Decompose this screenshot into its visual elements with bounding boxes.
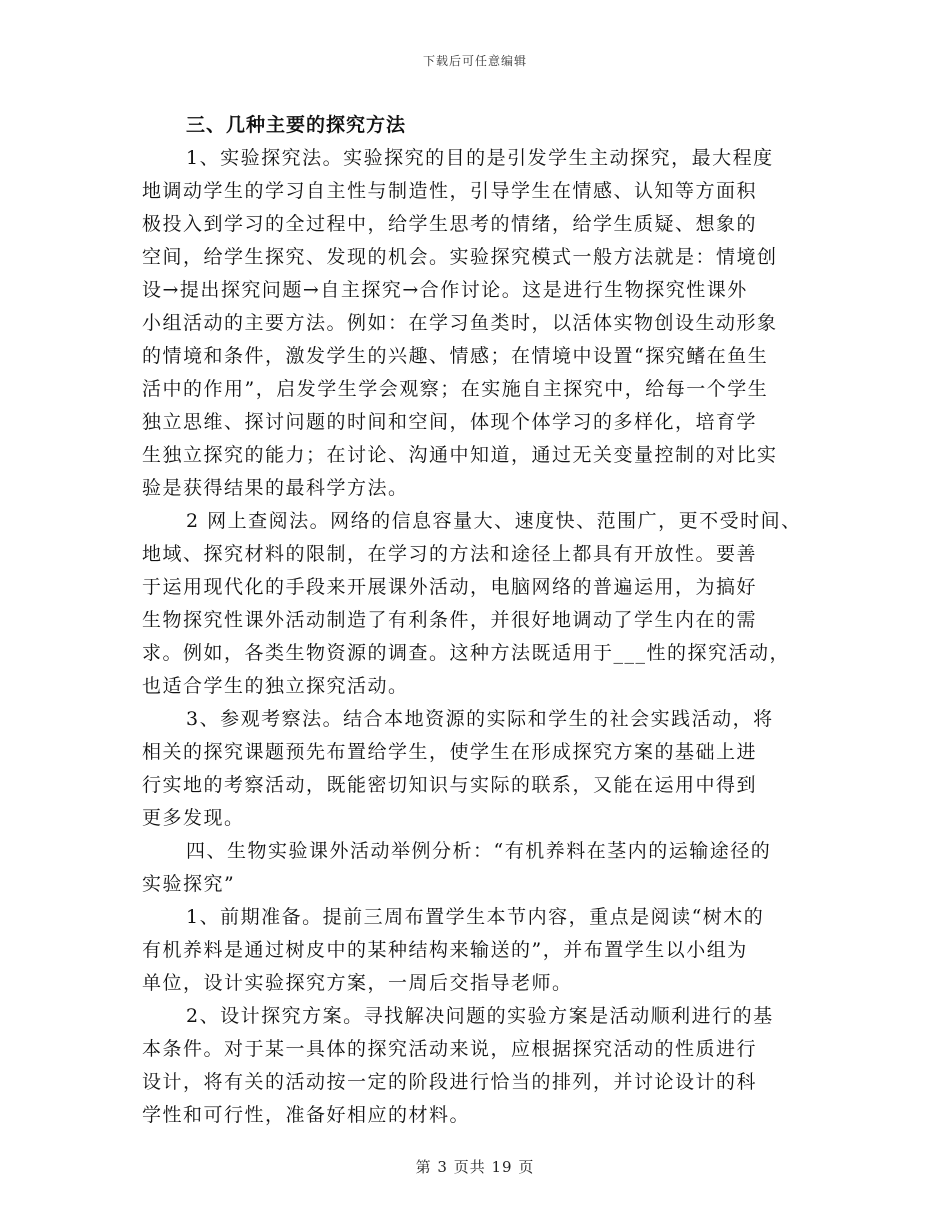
paragraph-line: 也适合学生的独立探究活动。 — [142, 675, 409, 697]
paragraph-line: 活中的作用”，启发学生学会观察；在实施自主探究中，给每一个学生 — [142, 378, 769, 400]
paragraph-line: 生独立探究的能力；在讨论、沟通中知道，通过无关变量控制的对比实 — [142, 444, 778, 466]
document-body — [142, 108, 832, 1132]
section-heading-line: 实验探究” — [142, 873, 236, 895]
page-number: 第 3 页共 19 页 — [415, 1158, 535, 1176]
page-header: 下载后可任意编辑 — [422, 54, 527, 68]
paragraph-line: 的情境和条件，激发学生的兴趣、情感；在情境中设置“探究鳍在鱼生 — [142, 345, 769, 367]
paragraph-line: 空间，给学生探究、发现的机会。实验探究模式一般方法就是：情境创 — [142, 246, 778, 268]
paragraph-line: 行实地的考察活动，既能密切知识与实际的联系，又能在运用中得到 — [142, 774, 758, 796]
paragraph-line: 地域、探究材料的限制，在学习的方法和途径上都具有开放性。要善 — [142, 543, 758, 565]
paragraph-line: 生物探究性课外活动制造了有利条件，并很好地调动了学生内在的需 — [142, 609, 758, 631]
paragraph-line: 1、前期准备。提前三周布置学生本节内容，重点是阅读“树木的 — [186, 906, 765, 928]
paragraph-line: 1、实验探究法。实验探究的目的是引发学生主动探究，最大程度 — [186, 147, 774, 169]
paragraph-line: 设计，将有关的活动按一定的阶段进行恰当的排列，并讨论设计的科 — [142, 1071, 758, 1093]
paragraph-line: 2、设计探究方案。寻找解决问题的实验方案是活动顺利进行的基 — [186, 1005, 774, 1027]
paragraph-line: 单位，设计实验探究方案，一周后交指导老师。 — [142, 972, 573, 994]
paragraph-line: 极投入到学习的全过程中，给学生思考的情绪，给学生质疑、想象的 — [142, 213, 758, 235]
paragraph-line: 本条件。对于某一具体的探究活动来说，应根据探究活动的性质进行 — [142, 1038, 758, 1060]
paragraph-line: 求。例如，各类生物资源的调查。这种方法既适用于___性的探究活动， — [142, 642, 791, 664]
paragraph-line: 3、参观考察法。结合本地资源的实际和学生的社会实践活动，将 — [186, 708, 774, 730]
paragraph-line: 2 网上查阅法。网络的信息容量大、速度快、范围广，更不受时间、 — [186, 510, 802, 532]
paragraph-line: 小组活动的主要方法。例如：在学习鱼类时，以活体实物创设生动形象 — [142, 312, 778, 334]
paragraph-line: 独立思维、探讨问题的时间和空间，体现个体学习的多样化，培育学 — [142, 411, 758, 433]
paragraph-line: 有机养料是通过树皮中的某种结构来输送的”，并布置学生以小组为 — [142, 939, 748, 961]
paragraph-line: 设→提出探究问题→自主探究→合作讨论。这是进行生物探究性课外 — [142, 279, 748, 301]
paragraph-line: 学性和可行性，准备好相应的材料。 — [142, 1104, 471, 1126]
section-title: 三、几种主要的探究方法 — [186, 114, 407, 136]
paragraph-line: 于运用现代化的手段来开展课外活动，电脑网络的普遍运用，为搞好 — [142, 576, 758, 598]
paragraph-line: 更多发现。 — [142, 807, 245, 829]
paragraph-line: 地调动学生的学习自主性与制造性，引导学生在情感、认知等方面积 — [142, 180, 758, 202]
section-heading-line: 四、生物实验课外活动举例分析：“有机养料在茎内的运输途径的 — [186, 840, 772, 862]
paragraph-line: 验是获得结果的最科学方法。 — [142, 477, 409, 499]
paragraph-line: 相关的探究课题预先布置给学生，使学生在形成探究方案的基础上进 — [142, 741, 758, 763]
